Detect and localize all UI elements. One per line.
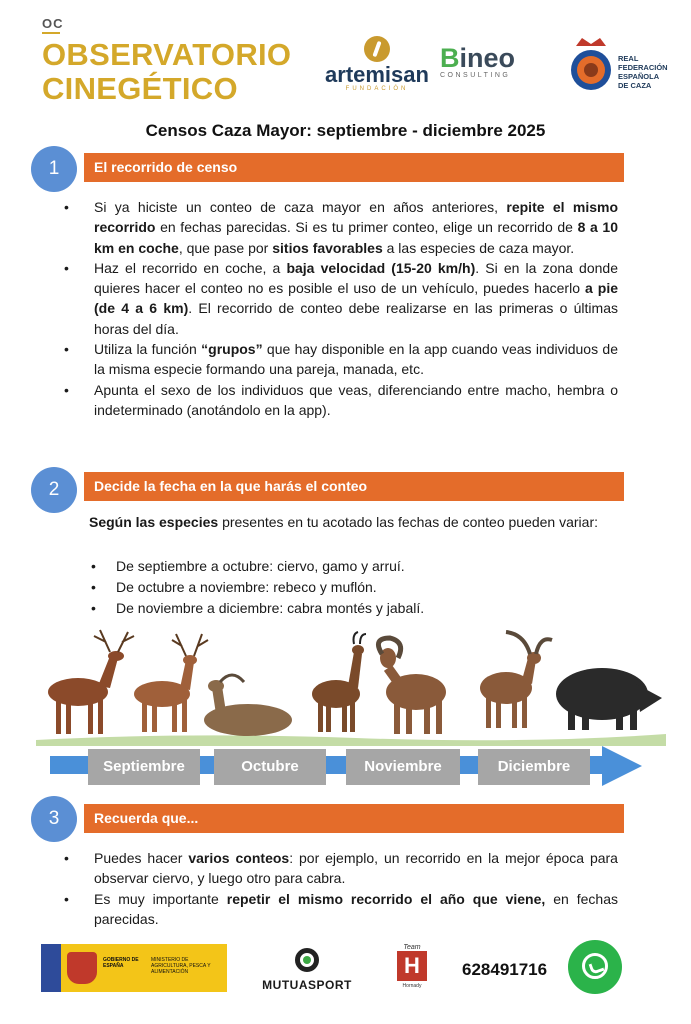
text-run: en fechas parecidas.	[94, 890, 618, 927]
list-item	[62, 889, 618, 930]
bold-text: baja velocidad (15-20 km/h)	[286, 259, 476, 276]
rfec-line1: REAL	[618, 54, 639, 63]
section3-number: 3	[31, 796, 77, 842]
hornady-name: Hornady	[402, 983, 422, 989]
bold-text: repetir el mismo recorrido el año que viene,	[226, 890, 546, 907]
oc-underline	[42, 32, 60, 34]
list-item	[62, 197, 618, 258]
rfec-line3: ESPAÑOLA	[618, 72, 660, 81]
list-item: • De octubre a noviembre: rebeco y muflón.	[89, 577, 619, 598]
month-septiembre: Septiembre	[88, 749, 200, 785]
observatorio-logo	[42, 38, 291, 106]
text-run: . Si en la zona donde quieres hacer el conteo no es posible el uso de un vehículo, puedes hacerlo	[94, 259, 618, 297]
artemisan-sub: FUNDACIÓN	[345, 86, 409, 92]
rfec-line4: DE CAZA	[618, 81, 652, 90]
gobierno-logo	[41, 944, 227, 992]
bold-text: a pie (de 4 a 6 km)	[94, 280, 619, 317]
oc-monogram: OC	[42, 16, 64, 31]
section1-title: El recorrido de censo	[84, 153, 624, 182]
chamois-icon	[312, 632, 366, 732]
page-title: Censos Caza Mayor: septiembre - diciembre 2025	[145, 121, 546, 140]
artemisan-logo	[318, 36, 436, 96]
text-run: Si ya hiciste un conteo de caza mayor en años anteriores,	[94, 199, 507, 215]
section2-list	[89, 556, 619, 619]
coat-of-arms-icon	[67, 952, 97, 984]
month-octubre: Octubre	[214, 749, 326, 785]
bold-text: repite el mismo recorrido	[94, 199, 618, 236]
bold-text: sitios favorables	[272, 239, 383, 256]
section2-intro	[89, 513, 617, 532]
timeline	[50, 744, 642, 788]
eu-flag-icon	[41, 944, 61, 992]
section2-number: 2	[31, 467, 77, 513]
text-run: Utiliza la función	[94, 341, 202, 358]
list-item	[62, 380, 618, 421]
rfec-logo	[568, 30, 678, 96]
fallow-deer-icon	[204, 675, 292, 736]
phone-number[interactable]: 628491716	[462, 960, 548, 979]
hornady-logo	[392, 944, 432, 994]
month-diciembre: Diciembre	[478, 749, 590, 785]
hornady-team: Team	[403, 944, 421, 951]
text-run: , que pase por	[178, 239, 273, 256]
arrow-right-icon	[602, 746, 642, 786]
text-run: Es muy importante	[94, 890, 227, 907]
logo-line2: CINEGÉTICO	[42, 71, 238, 106]
text-run: en fechas parecidas. Si es tu primer conteo, elige un recorrido de	[155, 219, 578, 236]
month-noviembre: Noviembre	[346, 749, 460, 785]
rfec-line2: FEDERACIÓN	[618, 63, 668, 72]
text-run: Haz el recorrido en coche, a	[94, 259, 287, 276]
mutuasport-name: MUTUASPORT	[262, 978, 352, 992]
list-item: • De septiembre a octubre: ciervo, gamo y arruí.	[89, 556, 619, 577]
ibex-icon	[480, 632, 552, 728]
bold-text: varios conteos	[188, 850, 290, 866]
text-run: . El recorrido de conteo debe realizarse en las primeras o últimas horas del día.	[94, 300, 618, 337]
ministerio-text: MINISTERIO DE AGRICULTURA, PESCA Y ALIMENTACIÓN	[151, 957, 211, 975]
section3-title: Recuerda que...	[84, 804, 624, 833]
text-run: : por ejemplo, un recorrido en la mejor época para observar ciervo, y luego otro para cabra.	[94, 850, 618, 887]
text-run: que hay disponible en la app cuando veas individuos de la misma especie formando una pareja, manada, etc.	[94, 341, 618, 378]
bold-text: 8 a 10 km en coche	[94, 219, 618, 256]
red-deer-icon	[134, 634, 208, 732]
bineo-name: ineo	[459, 43, 516, 73]
section1-number: 1	[31, 146, 77, 192]
rfec-seal-icon	[568, 36, 614, 92]
whatsapp-icon[interactable]	[568, 940, 622, 994]
section2-intro-bold: Según las especies	[89, 514, 219, 530]
text-run: Apunta el sexo de los individuos que veas, diferenciando entre macho, hembra o indeterminado (anotándolo en la app).	[94, 381, 618, 418]
bineo-sub: CONSULTING	[440, 72, 511, 79]
list-item	[62, 848, 618, 889]
section3-list	[62, 848, 618, 929]
bineo-initial: B	[440, 43, 460, 73]
mouflon-icon	[378, 638, 446, 734]
list-item	[62, 339, 618, 380]
target-icon	[295, 948, 319, 972]
bineo-logo	[440, 44, 552, 79]
section2-title: Decide la fecha en la que harás el conteo	[84, 472, 624, 501]
leaf-icon	[364, 36, 390, 62]
hornady-mark: H	[397, 951, 427, 981]
game-animals-illustration	[36, 628, 666, 746]
wild-boar-icon	[556, 668, 662, 730]
text-run: a las especies de caza mayor.	[382, 239, 575, 256]
list-item	[62, 258, 618, 339]
mutuasport-logo	[252, 948, 362, 992]
bold-text: “grupos”	[201, 341, 263, 358]
text-run: Puedes hacer	[94, 850, 189, 866]
logo-line1: OBSERVATORIO	[42, 37, 292, 72]
footer	[0, 938, 691, 1018]
list-item: • De noviembre a diciembre: cabra montés y jabalí.	[89, 598, 619, 619]
gobierno-text: GOBIERNO DE ESPAÑA	[103, 957, 139, 969]
artemisan-name: artemisan	[325, 62, 429, 87]
section2-intro-rest: presentes en tu acotado las fechas de conteo pueden variar:	[218, 514, 598, 530]
section1-list	[62, 197, 618, 420]
red-deer-icon	[48, 630, 134, 734]
